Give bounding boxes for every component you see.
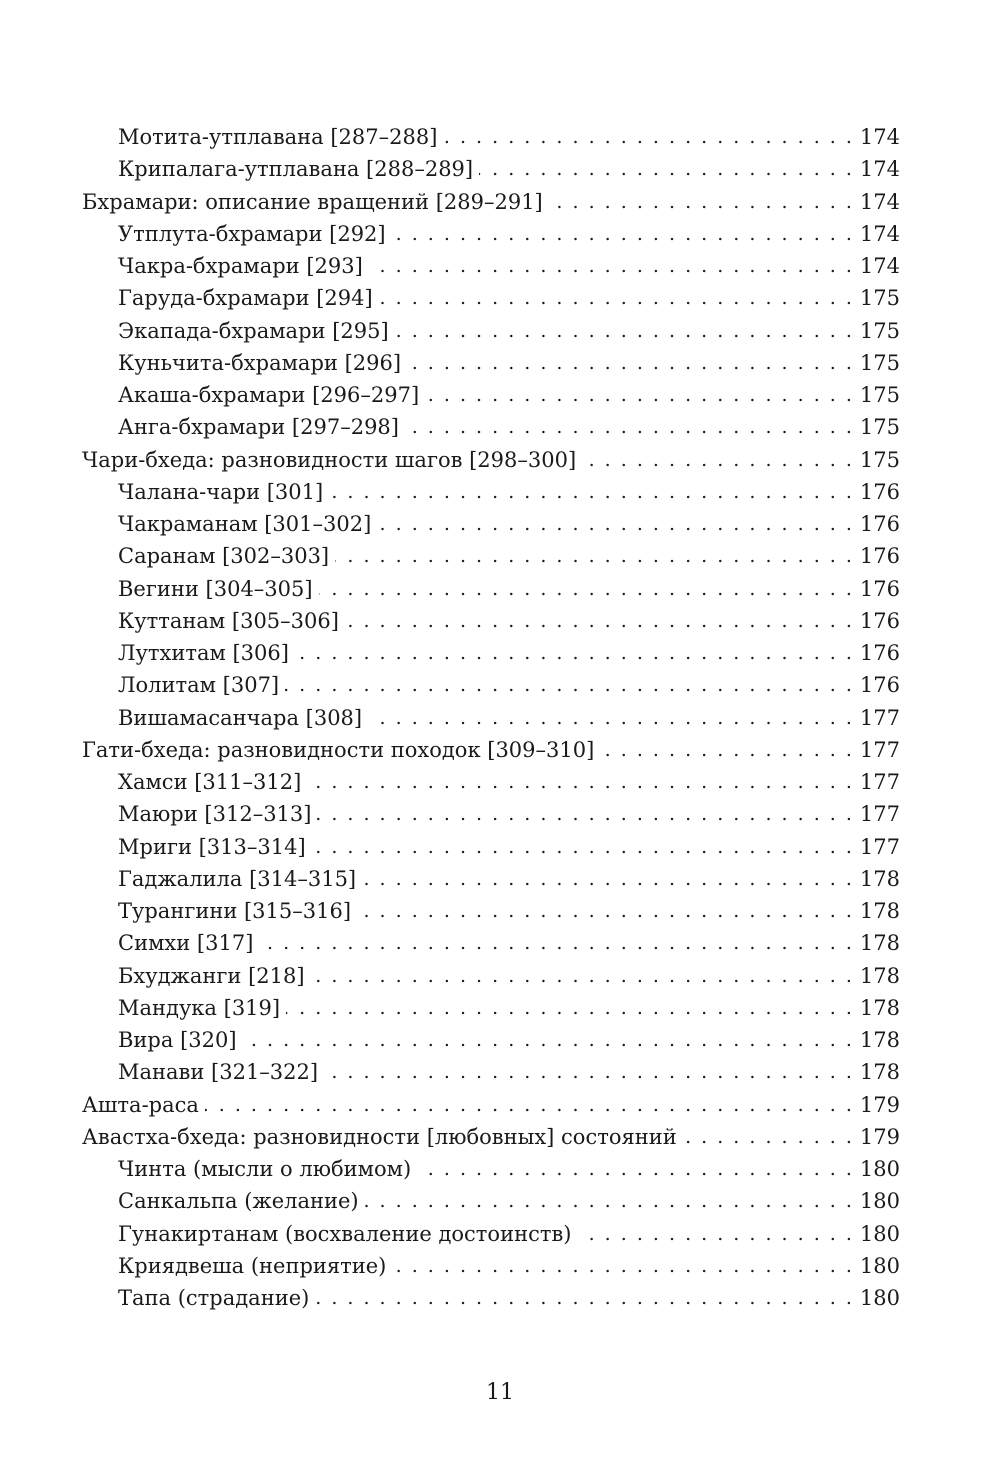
toc-entry-title: Мотита-утплавана [287–288] xyxy=(118,125,438,149)
toc-entry-title: Гунакиртанам (восхваление достоинств) xyxy=(118,1221,572,1246)
toc-entry xyxy=(118,1056,900,1088)
toc-entry-title: Мриги [313–314] xyxy=(118,834,306,859)
toc-entry-page: 174 xyxy=(859,125,900,149)
toc-entry-title: Манави [321–322] xyxy=(118,1060,319,1085)
dot-leader xyxy=(324,1056,854,1088)
toc-entry xyxy=(82,444,900,476)
toc-entry-title: Куньчита-бхрамари [296] xyxy=(118,350,402,375)
toc-entry-title: Тапа (страдание) xyxy=(118,1286,310,1310)
toc-entry-page: 180 xyxy=(859,1189,900,1214)
toc-entry-page: 178 xyxy=(859,995,900,1020)
dot-leader xyxy=(329,476,854,508)
dot-leader xyxy=(357,895,854,927)
dot-leader xyxy=(345,605,854,637)
toc-entry xyxy=(118,702,900,734)
dot-leader xyxy=(205,1089,854,1121)
toc-entry xyxy=(118,1153,900,1185)
dot-leader xyxy=(577,1218,853,1250)
toc-entry xyxy=(118,476,900,508)
toc-entry xyxy=(118,282,900,314)
dot-leader xyxy=(307,766,854,798)
toc-entry-page: 177 xyxy=(859,770,900,794)
toc-entry xyxy=(118,831,900,863)
toc-entry-page: 175 xyxy=(859,286,900,311)
toc-entry-page: 174 xyxy=(859,157,900,182)
toc-entry-page: 177 xyxy=(859,737,900,762)
dot-leader xyxy=(319,573,854,605)
dot-leader xyxy=(295,637,854,669)
dot-leader xyxy=(335,540,854,572)
toc-entry-page: 177 xyxy=(859,705,900,730)
toc-entry-title: Мандука [319] xyxy=(118,995,281,1020)
dot-leader xyxy=(315,1282,854,1314)
toc-entry xyxy=(118,766,900,798)
dot-leader xyxy=(479,153,854,185)
toc-entry-page: 180 xyxy=(859,1253,900,1278)
toc-entry-page: 180 xyxy=(859,1286,900,1310)
toc-entry-page: 175 xyxy=(859,415,900,440)
toc-entry-title: Маюри [312–313] xyxy=(118,802,312,827)
toc-entry-page: 175 xyxy=(859,350,900,375)
toc-entry-title: Лутхитам [306] xyxy=(118,641,289,665)
dot-leader xyxy=(317,798,853,830)
toc-entry xyxy=(118,1282,900,1314)
dot-leader xyxy=(417,1153,854,1185)
dot-leader xyxy=(362,863,854,895)
toc-entry xyxy=(118,315,900,347)
toc-entry xyxy=(118,637,900,669)
dot-leader xyxy=(392,1250,854,1282)
toc-entry-title: Гаджалила [314–315] xyxy=(118,866,357,891)
toc-entry-title: Бхрамари: описание вращений [289–291] xyxy=(82,189,543,214)
toc-entry-title: Утплута-бхрамари [292] xyxy=(118,221,386,246)
toc-entry-title: Лолитам [307] xyxy=(118,673,280,698)
toc-entry-page: 180 xyxy=(859,1221,900,1246)
toc-entry xyxy=(118,121,900,153)
toc-entry-title: Турангини [315–316] xyxy=(118,899,352,923)
dot-leader xyxy=(369,250,854,282)
dot-leader xyxy=(286,992,854,1024)
toc-entry xyxy=(118,540,900,572)
dot-leader xyxy=(377,508,854,540)
dot-leader xyxy=(582,444,854,476)
toc-entry xyxy=(118,960,900,992)
dot-leader xyxy=(311,960,854,992)
toc-entry xyxy=(118,250,900,282)
toc-entry-page: 176 xyxy=(859,673,900,698)
toc-entry-page: 175 xyxy=(859,447,900,472)
toc-entry-page: 175 xyxy=(859,383,900,407)
toc-entry-title: Акаша-бхрамари [296–297] xyxy=(118,383,420,407)
toc-entry-page: 174 xyxy=(859,189,900,214)
toc-entry xyxy=(118,863,900,895)
toc-entry-page: 179 xyxy=(859,1092,900,1117)
toc-entry-title: Хамси [311–312] xyxy=(118,770,302,794)
toc-entry xyxy=(118,347,900,379)
toc-entry xyxy=(118,992,900,1024)
dot-leader xyxy=(425,379,854,411)
toc-entry xyxy=(118,895,900,927)
toc-entry-page: 176 xyxy=(859,479,900,504)
toc-entry-title: Вира [320] xyxy=(118,1028,237,1052)
toc-entry-title: Чакра-бхрамари [293] xyxy=(118,254,363,278)
toc-entry xyxy=(82,186,900,218)
toc-entry-title: Чинта (мысли о любимом) xyxy=(118,1157,412,1181)
toc-entry-page: 178 xyxy=(859,963,900,988)
toc-entry xyxy=(118,927,900,959)
dot-leader xyxy=(405,411,854,443)
toc-entry xyxy=(118,1185,900,1217)
toc-entry-title: Крипалага-утплавана [288–289] xyxy=(118,157,474,182)
toc-entry xyxy=(118,508,900,540)
toc-entry-page: 178 xyxy=(859,1060,900,1085)
dot-leader xyxy=(549,186,854,218)
toc-entry xyxy=(118,153,900,185)
toc-entry-page: 178 xyxy=(859,931,900,956)
toc-entry-title: Чари-бхеда: разновидности шагов [298–300] xyxy=(82,447,577,472)
toc-entry xyxy=(118,218,900,250)
toc-entry-page: 178 xyxy=(859,866,900,891)
dot-leader xyxy=(443,121,853,153)
dot-leader xyxy=(259,927,854,959)
dot-leader xyxy=(683,1121,854,1153)
toc-entry-title: Гаруда-бхрамари [294] xyxy=(118,286,373,311)
toc-entry-page: 176 xyxy=(859,576,900,601)
toc-entry-page: 176 xyxy=(859,641,900,665)
toc-entry-title: Криядвеша (неприятие) xyxy=(118,1253,387,1278)
toc-entry xyxy=(118,1250,900,1282)
dot-leader xyxy=(368,702,854,734)
toc-entry-page: 176 xyxy=(859,512,900,536)
toc-entry-title: Ашта-раса xyxy=(82,1092,199,1117)
toc-entry xyxy=(118,1218,900,1250)
dot-leader xyxy=(365,1185,854,1217)
toc-entry-page: 176 xyxy=(859,608,900,633)
page-number: 11 xyxy=(486,1380,514,1405)
toc-entry-title: Вишамасанчара [308] xyxy=(118,705,363,730)
toc-entry xyxy=(118,798,900,830)
toc-entry-page: 180 xyxy=(859,1157,900,1181)
toc-entry xyxy=(82,1121,900,1153)
toc-entry-page: 174 xyxy=(859,221,900,246)
toc-entry-title: Авастха-бхеда: разновидности [любовных] состояний xyxy=(82,1124,677,1149)
toc-entry-page: 176 xyxy=(859,544,900,569)
toc-entry xyxy=(118,605,900,637)
toc-entry-title: Саранам [302–303] xyxy=(118,544,330,569)
toc-entry-title: Экапада-бхрамари [295] xyxy=(118,318,389,343)
toc-entry-page: 177 xyxy=(859,834,900,859)
dot-leader xyxy=(600,734,854,766)
toc-entry-title: Куттанам [305–306] xyxy=(118,608,339,633)
dot-leader xyxy=(395,315,854,347)
toc-entry-page: 177 xyxy=(859,802,900,827)
toc-entry-title: Симхи [317] xyxy=(118,931,254,956)
toc-entry xyxy=(118,669,900,701)
toc-entry-title: Бхуджанги [218] xyxy=(118,963,305,988)
toc-entry xyxy=(82,734,900,766)
dot-leader xyxy=(379,282,854,314)
toc-entry xyxy=(118,379,900,411)
toc-entry-page: 178 xyxy=(859,1028,900,1052)
toc-entry-page: 178 xyxy=(859,899,900,923)
dot-leader xyxy=(392,218,854,250)
toc-entry-title: Вегини [304–305] xyxy=(118,576,313,601)
toc-entry xyxy=(118,573,900,605)
toc-entry-title: Гати-бхеда: разновидности походок [309–310] xyxy=(82,737,595,762)
toc-entry xyxy=(118,411,900,443)
dot-leader xyxy=(243,1024,854,1056)
toc-entry-title: Анга-бхрамари [297–298] xyxy=(118,415,399,440)
toc-entry-title: Чакраманам [301–302] xyxy=(118,512,372,536)
toc-entry-page: 174 xyxy=(859,254,900,278)
toc-entry xyxy=(82,1089,900,1121)
dot-leader xyxy=(407,347,854,379)
dot-leader xyxy=(285,669,854,701)
toc-entry-page: 179 xyxy=(859,1124,900,1149)
toc-entry xyxy=(118,1024,900,1056)
toc-entry-title: Чалана-чари [301] xyxy=(118,479,324,504)
toc-entry-title: Санкальпа (желание) xyxy=(118,1189,359,1214)
dot-leader xyxy=(312,831,854,863)
toc-entry-page: 175 xyxy=(859,318,900,343)
